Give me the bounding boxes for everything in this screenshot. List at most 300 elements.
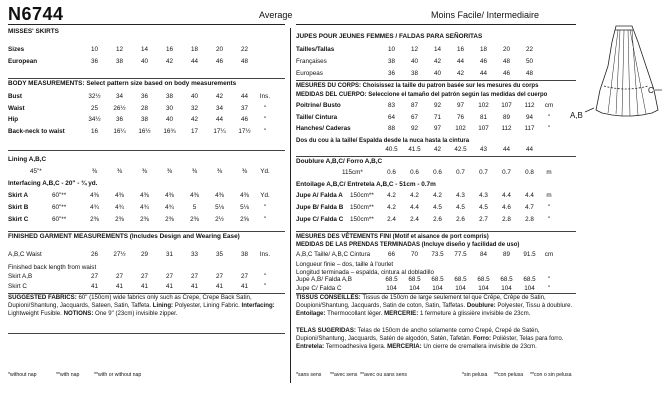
table-cell: 2.8 — [525, 216, 534, 223]
table-cell: 46 — [240, 116, 248, 123]
table-row — [296, 146, 557, 154]
europeas-row — [296, 70, 541, 78]
sizes-label: Sizes — [8, 46, 25, 53]
row-label: 115cm* — [342, 169, 363, 176]
table-cell: 5⅛ — [240, 204, 249, 211]
table-cell: 16¾ — [163, 127, 176, 135]
table-cell: 18 — [479, 46, 487, 53]
table-cell: 71 — [433, 113, 441, 121]
table-cell: 0.7 — [502, 169, 511, 176]
table-cell: 112 — [501, 125, 512, 132]
table-cell: 4.4 — [502, 192, 511, 199]
footnote-2: **with nap — [56, 372, 80, 378]
footnote-fr-3: **avec ou sans sens — [360, 372, 408, 378]
table-cell: 36 — [387, 70, 395, 77]
doublure-label: Doublure A,B,C/ Forro A,B,C — [296, 158, 383, 165]
table-cell: 42 — [190, 116, 198, 123]
skirt-illustration — [582, 20, 662, 140]
table-cell: 42 — [215, 93, 223, 100]
entretela-fabric-label: Entretela: — [296, 343, 326, 351]
forro-fabric-label: Forro: — [473, 335, 493, 343]
table-cell: 20 — [502, 46, 510, 53]
unit: cm — [544, 102, 554, 109]
table-cell: 14 — [140, 46, 148, 53]
row-label: Jupe A,B/ Falda A,B — [296, 276, 353, 283]
footnote-3: **with or without nap — [94, 372, 142, 378]
table-cell: 97 — [433, 125, 441, 132]
doublure-fabric-label: Doublure: — [466, 302, 498, 310]
table-cell: 41 — [90, 282, 98, 290]
table-cell: 40.5 — [385, 146, 398, 153]
table-row — [296, 204, 557, 212]
table-cell: 104 — [432, 285, 443, 292]
row-label: Jupe C/ Falda C — [296, 285, 342, 292]
table-cell: 68.5 — [454, 276, 467, 283]
table-cell: 46 — [479, 58, 487, 65]
unit: " — [263, 104, 267, 112]
table-cell: 27 — [90, 273, 98, 280]
french-title: JUPES POUR JEUNES FEMMES / FALDAS PARA SEÑORITAS — [296, 33, 483, 40]
table-cell: 4.3 — [479, 192, 488, 199]
table-cell: 107 — [501, 102, 512, 109]
table-cell: 40 — [165, 116, 173, 123]
francaises-label: Françaises — [296, 58, 327, 65]
table-cell: 4⅜ — [240, 192, 249, 199]
view-c-label: C — [648, 86, 654, 95]
table-row — [296, 169, 557, 177]
back-length-label: Finished back length from waist — [8, 264, 97, 271]
lining-fabric-label: Lining: — [152, 302, 175, 310]
table-cell: 4.7 — [525, 204, 534, 211]
header-rule-left — [8, 24, 285, 25]
row-label — [296, 146, 380, 154]
table-cell: ⅜ — [241, 168, 248, 175]
table-cell: 35 — [215, 251, 223, 258]
table-cell: 4⅜ — [215, 192, 224, 199]
telas-text: Telas de 150cm de ancho solamente como Crepé, Crepé de Satén, Dupioni/Shantung, Jacquards, Satén de algodón, Satén, Tafetán. — [296, 327, 540, 343]
footnote-es-2: **con pelusa — [494, 372, 524, 378]
table-cell: 68.5 — [431, 276, 444, 283]
row-label: A,B,C Taille/ A,B,C Cintura — [296, 251, 371, 258]
table-cell: 68.5 — [523, 276, 536, 283]
table-cell: 112 — [524, 102, 535, 109]
table-cell: 44 — [215, 116, 223, 123]
table-cell: 16 — [90, 127, 98, 135]
table-cell: 4.2 — [433, 192, 442, 199]
dos-label: Dos du cou à la taille/ Espalda desde la nuca hasta la cintura — [296, 138, 470, 144]
table-cell: 42.5 — [454, 146, 467, 153]
table-cell: 0.7 — [456, 169, 465, 176]
table-cell: 102 — [478, 102, 489, 109]
table-cell: 104 — [478, 285, 489, 292]
unit: " — [547, 204, 551, 211]
table-cell: 48 — [525, 70, 533, 77]
body-measurements-title: BODY MEASUREMENTS: Select pattern size based on body measurements — [8, 80, 237, 87]
tissus-conseilles — [296, 294, 578, 319]
lining-label: Lining A,B,C — [8, 156, 47, 163]
table-cell: 41 — [115, 282, 123, 290]
table-row — [296, 125, 557, 133]
row-label: Skirt A — [8, 192, 29, 199]
table-cell: 12 — [410, 46, 418, 53]
difficulty-en: Average — [259, 10, 293, 20]
table-cell: 2.4 — [410, 216, 419, 223]
table-row — [296, 102, 557, 110]
table-cell: 5 — [192, 204, 197, 211]
unit: " — [263, 127, 267, 135]
table-cell: 2.4 — [387, 216, 396, 223]
table-cell: 4.5 — [456, 204, 465, 211]
unit: m — [546, 192, 552, 199]
table-cell: 68.5 — [477, 276, 490, 283]
row-label: Skirt A,B — [8, 273, 33, 280]
unit: " — [547, 125, 551, 132]
medidas-title: MEDIDAS DEL CUERPO: Seleccione el tamaño del patrón según las medidas del cuerpo — [296, 92, 548, 98]
table-cell: 4.2 — [410, 192, 419, 199]
table-row — [8, 283, 273, 291]
unit: " — [547, 113, 551, 121]
table-cell: 2⅜ — [115, 216, 124, 223]
table-cell: 4¾ — [165, 204, 174, 211]
notions-label: NOTIONS: — [63, 310, 96, 318]
table-cell: 77.5 — [454, 251, 467, 258]
table-row — [8, 105, 273, 113]
table-cell: 104 — [409, 285, 420, 292]
tailles-label: Tailles/Tallas — [296, 46, 335, 53]
unit: " — [263, 273, 267, 280]
table-cell: 4.6 — [502, 204, 511, 211]
table-cell: 16¼ — [113, 127, 126, 135]
table-cell: 17½ — [238, 127, 251, 135]
table-cell: 107 — [478, 125, 489, 132]
unit: " — [263, 216, 267, 223]
table-cell: 38 — [140, 116, 148, 123]
table-cell: 44 — [502, 146, 510, 153]
table-cell: 4.4 — [525, 192, 534, 199]
table-cell: 2⅜ — [140, 216, 149, 223]
table-cell: 50 — [525, 58, 533, 65]
table-cell: ⅜ — [191, 168, 198, 175]
doublure-fabric-text: Polyester, Tissu à doublure. — [497, 302, 573, 310]
table-cell: 40 — [433, 70, 441, 77]
european-values — [82, 58, 257, 66]
table-row — [8, 168, 273, 176]
table-cell: 4¾ — [90, 204, 99, 211]
row-label: Jupe B/ Falda B — [296, 204, 344, 211]
table-cell: 41.5 — [408, 146, 421, 153]
unit: m — [546, 169, 552, 176]
footnote-es-3: **con o sin pelusa — [530, 372, 572, 378]
table-cell: ⅜ — [116, 168, 123, 175]
table-cell: 4⅜ — [90, 192, 99, 199]
table-cell: 104 — [386, 285, 397, 292]
table-cell: 102 — [455, 125, 466, 132]
footnote-fr-1: *sans sens — [296, 372, 322, 378]
table-cell: 41 — [215, 282, 223, 290]
table-cell: 26 — [90, 251, 98, 258]
fabric-width: 150cm** — [350, 204, 374, 211]
table-row — [8, 192, 273, 200]
mesures-title: MESURES DU CORPS: Choisissez la taille du patron basée sur les mesures du corps — [296, 83, 539, 89]
table-cell: 97 — [456, 102, 464, 109]
mesures-finies-title: MESURES DES VÊTEMENTS FINI (Motif et aisance de port compris) — [296, 234, 489, 240]
row-label: Taille/ Cintura — [296, 113, 338, 121]
table-cell: 4.4 — [410, 204, 419, 211]
table-cell: 4.5 — [479, 204, 488, 211]
table-cell: 83 — [387, 102, 395, 109]
table-cell: 42 — [456, 70, 464, 77]
table-cell: 41 — [190, 282, 198, 290]
table-cell: 46 — [215, 58, 223, 65]
table-cell: 4⅜ — [115, 192, 124, 199]
table-cell: 64 — [387, 113, 395, 121]
entretela-fabric-text: Termoadhesiva ligera. — [325, 343, 388, 351]
table-row — [8, 93, 273, 101]
table-cell: 0.7 — [479, 169, 488, 176]
table-cell: 27 — [190, 273, 198, 280]
telas-sugeridas — [296, 327, 578, 352]
row-label: Skirt C — [8, 282, 27, 290]
table-cell: 32 — [190, 104, 198, 112]
table-row — [8, 116, 273, 124]
rule — [8, 78, 285, 79]
table-cell: 4⅜ — [190, 192, 199, 199]
table-cell: 2⅜ — [90, 216, 99, 223]
tissus-text: Tissus de 150cm de large seulement tel que Crêpe, Crêpe de Satin, Doupioni/Shantung, Jacquards, Satin de coton, Satin, Taffetas. — [296, 294, 546, 310]
table-cell: 16 — [456, 46, 464, 53]
table-cell: 33 — [190, 251, 198, 258]
table-cell: 88 — [387, 125, 395, 132]
unit: " — [547, 285, 551, 292]
table-cell: 37 — [240, 104, 248, 112]
table-cell: 36 — [140, 93, 148, 100]
table-cell: 40 — [410, 58, 418, 65]
table-cell: 27 — [165, 273, 173, 280]
table-cell: 117 — [524, 125, 535, 132]
table-row — [296, 276, 557, 284]
table-cell: 14 — [433, 46, 441, 53]
table-row — [296, 192, 557, 200]
tailles-values — [380, 46, 541, 54]
unit: " — [547, 216, 551, 223]
table-cell: 4⅜ — [165, 192, 174, 199]
unit: " — [263, 204, 267, 211]
table-cell: 76 — [456, 113, 464, 121]
table-cell: 4.2 — [387, 192, 396, 199]
table-cell: 2.8 — [502, 216, 511, 223]
table-row — [8, 128, 273, 136]
table-cell: 38 — [115, 58, 123, 65]
table-cell: 18 — [190, 46, 198, 53]
table-cell: 38 — [240, 251, 248, 258]
table-cell: 10 — [90, 46, 98, 53]
interfacing-fabric-text: Lightweight Fusible. — [8, 310, 64, 318]
entoilage-label: Entoilage A,B,C/ Entretela A,B,C - 51cm - 0.7m — [296, 181, 436, 188]
table-cell: 16 — [165, 46, 173, 53]
entoilage-fabric-text: Thermocollant léger. — [327, 310, 385, 318]
sizes-row — [8, 46, 257, 54]
table-row — [296, 285, 557, 293]
table-cell: 0.6 — [410, 169, 419, 176]
table-cell: 68.5 — [408, 276, 421, 283]
francaises-values — [380, 58, 541, 66]
table-cell: 87 — [410, 102, 418, 109]
table-cell: 43 — [479, 146, 487, 153]
european-row — [8, 58, 257, 66]
row-label: Jupe A/ Falda A — [296, 192, 343, 199]
table-cell: 89 — [502, 113, 510, 121]
table-cell: 44 — [240, 93, 248, 100]
unit: " — [547, 276, 551, 283]
table-cell: 25 — [90, 104, 98, 112]
rule — [296, 80, 576, 81]
header-rule-right — [296, 24, 576, 25]
suggested-label: SUGGESTED FABRICS: — [8, 294, 79, 301]
row-label: Skirt B — [8, 204, 29, 211]
table-cell: 28 — [140, 104, 148, 112]
table-row — [8, 251, 273, 259]
table-cell: 48 — [502, 58, 510, 65]
unit — [541, 146, 557, 154]
table-cell: 20 — [215, 46, 223, 53]
table-cell: 32½ — [88, 93, 101, 100]
table-cell: 44 — [456, 58, 464, 65]
table-cell: 0.6 — [433, 169, 442, 176]
row-label: Waist — [8, 104, 25, 112]
longitud-label: Longitud terminada – espalda, cintura al dobladillo — [296, 269, 434, 276]
table-cell: 2.6 — [456, 216, 465, 223]
rule — [8, 231, 285, 232]
unit: " — [263, 282, 267, 290]
table-cell: 40 — [140, 58, 148, 65]
footnote-1: *without nap — [8, 372, 37, 378]
pattern-number: N6744 — [8, 4, 64, 24]
column-divider — [290, 28, 291, 383]
fabric-width: 150cm** — [350, 192, 374, 199]
europeas-values — [380, 70, 541, 78]
table-cell: 27 — [115, 273, 123, 280]
medidas-terminadas-title: MEDIDAS DE LAS PRENDAS TERMINADAS (Incluye diseño y facilidad de uso) — [296, 242, 520, 248]
table-cell: 27 — [140, 273, 148, 280]
row-label: Hanches/ Caderas — [296, 125, 351, 132]
unit: Ins. — [259, 251, 271, 258]
table-cell: 104 — [501, 285, 512, 292]
unit: Yd. — [260, 168, 270, 175]
table-cell: 22 — [240, 46, 248, 53]
suggested-fabrics — [8, 294, 285, 319]
table-cell: 94 — [525, 113, 533, 121]
table-cell: 16½ — [138, 127, 151, 135]
table-cell: 40 — [190, 93, 198, 100]
table-cell: 34½ — [88, 116, 101, 123]
table-cell: 2⅜ — [165, 216, 174, 223]
table-cell: 2.6 — [433, 216, 442, 223]
table-cell: 36 — [115, 116, 123, 123]
table-cell: 92 — [410, 125, 418, 132]
notions-text: One 9" (23cm) invisible zipper. — [95, 310, 178, 318]
table-row — [8, 216, 273, 224]
forro-fabric-text: Poliéster, Telas para forro. — [492, 335, 564, 343]
table-cell: 27½ — [113, 251, 126, 258]
table-cell: 42 — [433, 58, 441, 65]
table-cell: 41 — [140, 282, 148, 290]
table-cell: 89 — [502, 251, 510, 258]
fabric-width: 60"** — [52, 192, 67, 199]
table-cell: 68.5 — [385, 276, 398, 283]
table-row — [8, 204, 273, 212]
table-row — [296, 251, 557, 259]
table-cell: 4⅜ — [140, 192, 149, 199]
table-cell: 42 — [165, 58, 173, 65]
unit: Ins. — [259, 93, 271, 100]
view-ab-label: A,B — [570, 111, 583, 120]
table-cell: 4¾ — [140, 204, 149, 211]
table-cell: 34 — [215, 104, 223, 112]
table-cell: 2⅝ — [240, 216, 249, 223]
table-cell: 4¾ — [115, 204, 124, 211]
table-cell: 30 — [165, 104, 173, 112]
table-row — [296, 114, 557, 122]
finished-title: FINISHED GARMENT MEASUREMENTS (Includes Design and Wearing Ease) — [8, 233, 240, 240]
table-cell: 38 — [410, 70, 418, 77]
longueur-label: Longueur finie – dos, taille à l'ourlet — [296, 261, 394, 268]
table-cell: 2.7 — [479, 216, 488, 223]
table-cell: 10 — [387, 46, 395, 53]
mercerie-text: 1 fermeture à glissière invisible de 23cm. — [419, 310, 531, 318]
skirt-c-outline — [596, 26, 658, 116]
fabric-width: 60"** — [52, 204, 67, 211]
rule — [8, 333, 285, 334]
misses-title: MISSES' SKIRTS — [8, 28, 59, 35]
table-cell: 26½ — [113, 104, 126, 112]
table-cell: ⅜ — [141, 168, 148, 175]
table-cell: 48 — [240, 58, 248, 65]
table-cell: 67 — [410, 113, 418, 121]
table-cell: 44 — [525, 146, 533, 153]
table-cell: 70 — [410, 251, 418, 258]
table-cell: 81 — [479, 113, 487, 121]
table-cell: 5⅛ — [215, 204, 224, 211]
table-cell: 46 — [502, 70, 510, 77]
row-label: 45"* — [30, 168, 42, 175]
sizes-values — [82, 46, 257, 54]
table-cell: 4.3 — [456, 192, 465, 199]
row-label: Skirt C — [8, 216, 29, 223]
table-cell: 36 — [90, 58, 98, 65]
rule — [8, 150, 285, 151]
table-cell: 84 — [479, 251, 487, 258]
table-cell: 0.6 — [387, 169, 396, 176]
entoilage-fabric-label: Entoilage: — [296, 310, 328, 318]
rule — [296, 231, 576, 232]
table-cell: 17 — [190, 127, 198, 135]
mercerie-label: MERCERIE: — [384, 310, 420, 318]
table-row — [8, 273, 273, 281]
table-cell: 44 — [479, 70, 487, 77]
suggested-text: 60" (150cm) wide fabrics only such as Crepe, Crepe Back Satin, Dupioni/Shantung, Jacquards, Sateen, Satin, Taffeta. — [8, 294, 252, 310]
fabric-width: 60"** — [52, 216, 67, 223]
table-cell: 27 — [215, 273, 223, 280]
unit: " — [263, 116, 267, 123]
row-label: Back-neck to waist — [8, 127, 65, 135]
table-cell: 91.5 — [523, 251, 536, 258]
footnote-fr-2: **avec sens — [330, 372, 358, 378]
table-cell: ⅜ — [91, 168, 98, 175]
table-cell: 22 — [525, 46, 533, 53]
interfacing-fabric-label: Interfacing: — [241, 302, 275, 310]
tailles-row — [296, 46, 541, 54]
table-cell: 73.5 — [431, 251, 444, 258]
